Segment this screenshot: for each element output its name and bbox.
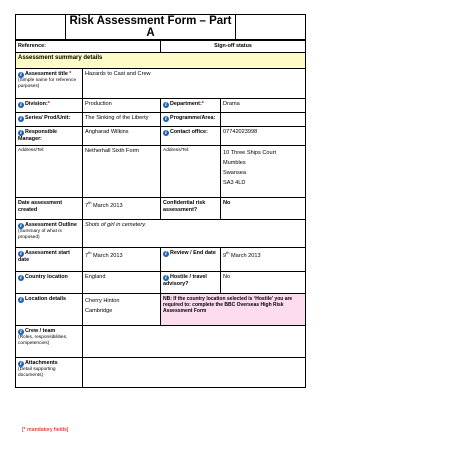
location-field[interactable] [83, 293, 161, 325]
reference-cell[interactable] [16, 41, 161, 53]
date-rest: March 2013 [229, 252, 261, 259]
address-line: Mumbles [223, 159, 246, 166]
outline-field[interactable]: Shots of girl in cemetery. [83, 219, 306, 247]
contact-office-label-cell [161, 127, 221, 146]
form-title: Risk Assessment Form – Part A [66, 15, 236, 40]
info-icon[interactable]: i [18, 130, 24, 136]
address-right-label: Address/Tel: [163, 147, 190, 153]
attachments-hint: (Detail supporting documents) [18, 366, 56, 378]
title-block [15, 14, 306, 40]
responsible-manager-field[interactable]: Angharad Wilkins [83, 127, 161, 146]
division-label: Division: [25, 101, 48, 107]
address-left-label-cell [16, 145, 83, 197]
crew-hint: (Roles, responsibilities, competencies) [18, 334, 68, 346]
info-icon[interactable]: i [163, 251, 169, 257]
date-suffix: th [226, 249, 230, 255]
attachments-field[interactable] [83, 357, 306, 387]
start-date-field[interactable] [83, 247, 161, 271]
section-heading: Assessment summary details [16, 53, 306, 69]
info-icon[interactable]: i [18, 251, 24, 257]
address-line: SA3 4LD [223, 179, 246, 186]
info-icon[interactable]: i [18, 102, 24, 108]
address-line: Swansea [223, 169, 247, 176]
outline-hint: (Summary of what is proposed) [18, 228, 62, 240]
confidential-field[interactable]: No [221, 197, 306, 219]
country-field[interactable]: England [83, 271, 161, 293]
assessment-title-field[interactable]: Hazards to Cast and Crew [83, 69, 306, 99]
hostile-label-cell [161, 271, 221, 293]
division-label-cell [16, 99, 83, 113]
date-rest: March 2013 [91, 202, 123, 209]
info-icon[interactable]: i [163, 130, 169, 136]
location-label: Location details [25, 295, 67, 302]
address-right-label-cell [161, 145, 221, 197]
title-left-cell [16, 15, 66, 40]
outline-label: Assessment Outline [25, 221, 77, 228]
address-left-field[interactable]: Netherhall Sixth Form [83, 145, 161, 197]
series-label-cell [16, 113, 83, 127]
info-icon[interactable]: i [163, 116, 169, 122]
contact-office-field[interactable]: 07742023998 [221, 127, 306, 146]
programme-label: Programme/Area: [170, 115, 216, 121]
info-icon[interactable]: i [18, 223, 24, 229]
risk-assessment-form [15, 40, 306, 388]
signoff-label: Sign-off status [214, 43, 252, 49]
division-field[interactable]: Production [83, 99, 161, 113]
assessment-title-hint: (Simple name for reference purposes) [18, 78, 77, 89]
series-field[interactable]: The Sinking of the Liberty [83, 113, 161, 127]
date-day: 9 [223, 252, 227, 259]
assessment-title-label: Assessment title [25, 71, 68, 77]
start-date-label: Assessment start date [18, 249, 70, 263]
department-field[interactable]: Drama [221, 99, 306, 113]
crew-label: Crew / team [25, 327, 56, 334]
date-created-label-cell [16, 197, 83, 219]
location-label-cell [16, 293, 83, 325]
review-date-label: Review / End date [170, 249, 216, 256]
date-rest: March 2013 [91, 252, 123, 259]
signoff-cell[interactable] [161, 41, 306, 53]
address-left-label: Address/Tel: [18, 147, 45, 153]
date-day: 7 [85, 202, 89, 209]
start-date-label-cell [16, 247, 83, 271]
required-marker: * [69, 71, 72, 77]
required-marker: * [47, 101, 50, 107]
date-suffix: th [88, 199, 92, 205]
reference-label: Reference: [18, 43, 46, 49]
confidential-label-cell [161, 197, 221, 219]
series-label: Series/ Prod/Unit: [25, 115, 71, 121]
hostile-label: Hostile / travel advisory? [163, 273, 207, 287]
info-icon[interactable]: i [163, 275, 169, 281]
info-icon[interactable]: i [18, 72, 24, 78]
info-icon[interactable]: i [18, 329, 24, 335]
location-line: Cherry Hinton [85, 297, 120, 304]
hostile-field[interactable]: No [221, 271, 306, 293]
date-suffix: th [88, 249, 92, 255]
info-icon[interactable]: i [18, 297, 24, 303]
responsible-manager-label-cell [16, 127, 83, 146]
review-date-field[interactable] [221, 247, 306, 271]
outline-label-cell [16, 219, 83, 247]
title-right-cell [236, 15, 306, 40]
programme-field[interactable] [221, 113, 306, 127]
info-icon[interactable]: i [18, 361, 24, 367]
address-right-field[interactable] [221, 145, 306, 197]
mandatory-note: [* mandatory fields] [22, 427, 69, 433]
required-marker: * [201, 101, 204, 107]
crew-label-cell [16, 325, 83, 357]
department-label: Department: [170, 101, 202, 107]
hostile-note: NB: If the country location selected is ‘Hostile’ you are required to: complete the BBC Overseas High Risk Assessment Form [161, 293, 306, 325]
department-label-cell [161, 99, 221, 113]
info-icon[interactable]: i [18, 275, 24, 281]
date-created-field[interactable] [83, 197, 161, 219]
responsible-manager-label: Responsible Manager: [18, 129, 58, 142]
info-icon[interactable]: i [163, 102, 169, 108]
country-label-cell [16, 271, 83, 293]
attachments-label-cell [16, 357, 83, 387]
crew-field[interactable] [83, 325, 306, 357]
review-date-label-cell [161, 247, 221, 271]
country-label: Country location [25, 273, 68, 280]
date-created-label: Date assessment created [18, 199, 63, 213]
info-icon[interactable]: i [18, 116, 24, 122]
contact-office-label: Contact office: [170, 129, 208, 135]
confidential-label: Confidential risk assessment? [163, 199, 206, 213]
address-line: 10 Three Ships Court [223, 149, 277, 156]
location-line: Cambridge [85, 307, 113, 314]
attachments-label: Attachments [25, 359, 58, 366]
assessment-title-label-cell [16, 69, 83, 99]
date-day: 7 [85, 252, 89, 259]
programme-label-cell [161, 113, 221, 127]
